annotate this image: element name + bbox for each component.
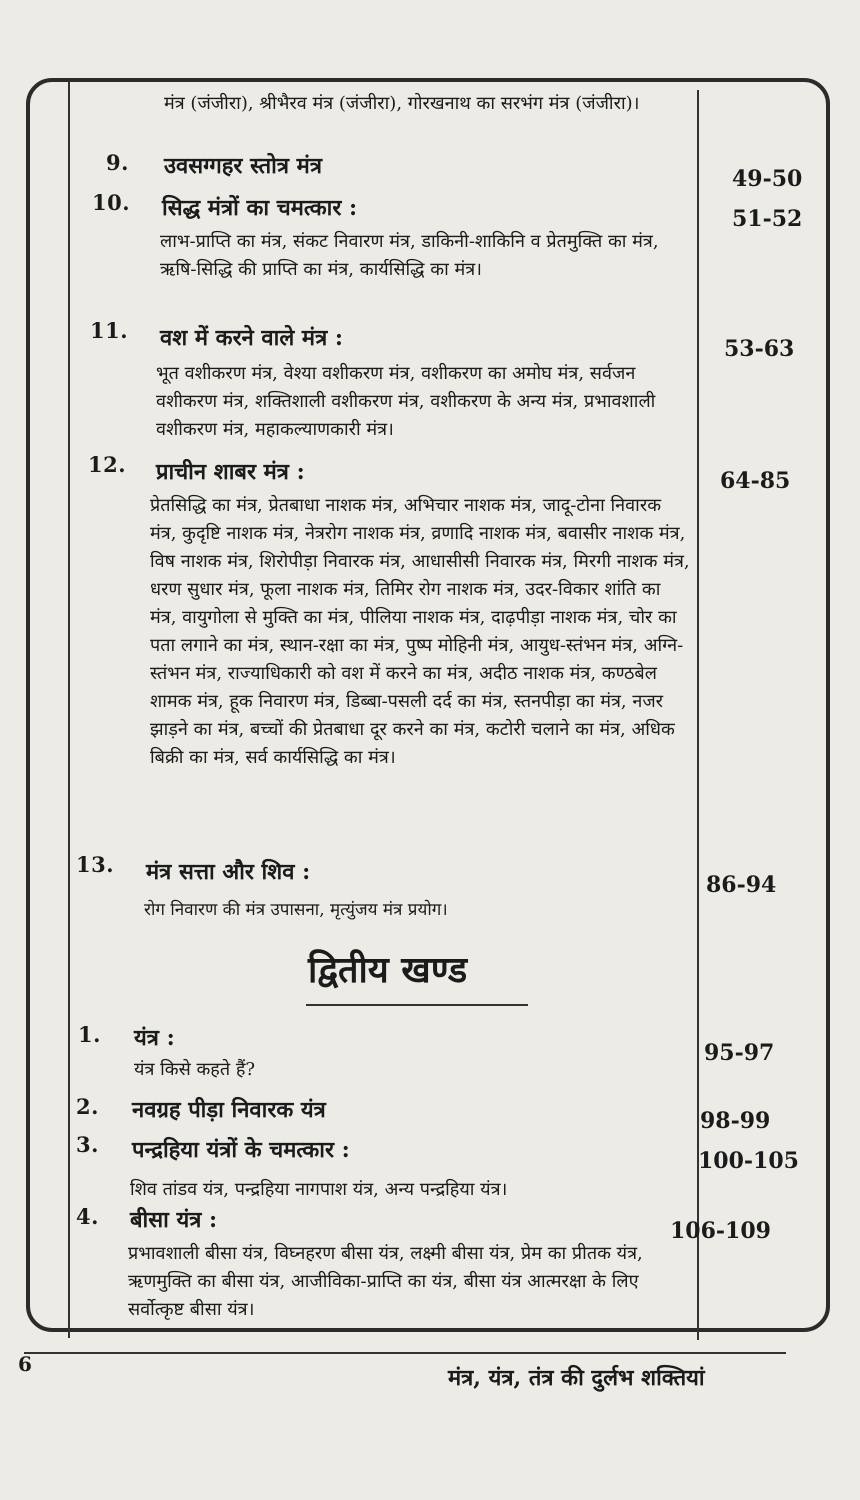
toc-entry-13-number: 13. xyxy=(76,852,115,877)
toc-entry-9-pages: 49-50 xyxy=(732,166,803,192)
toc-part2-entry-4-description: प्रभावशाली बीसा यंत्र, विघ्नहरण बीसा यंत्र, लक्ष्मी बीसा यंत्र, प्रेम का प्रीतक यंत्र, ऋणमुक्ति का बीसा यंत्र, आजीविका-प्राप्ति का यंत्र, बीसा यंत्र आत्मरक्षा के लिए सर्वोत्कृष्ट बीसा यंत्र। xyxy=(128,1243,643,1320)
toc-entry-13-heading: मंत्र सत्ता और शिव : xyxy=(146,859,311,885)
section-title: द्वितीय खण्ड xyxy=(308,949,468,991)
toc-entry-12-description: प्रेतसिद्धि का मंत्र, प्रेतबाधा नाशक मंत्र, अभिचार नाशक मंत्र, जादू-टोना निवारक मंत्र, कुदृष्टि नाशक मंत्र, नेत्ररोग नाशक मंत्र, व्रणादि नाशक मंत्र, बवासीर नाशक मंत्र, विष नाशक मंत्र, शिरोपीड़ा निवारक मंत्र, आधासीसी निवारक मंत्र, मिरगी नाशक मंत्र, धरण सुधार मंत्र, फूला नाशक मंत्र, तिमिर रोग नाशक मंत्र, उदर-विकार शांति का मंत्र, वायुगोला से मुक्ति का मंत्र, पीलिया नाशक मंत्र, दाढ़पीड़ा नाशक मंत्र, चोर का पता लगाने का मंत्र, स्थान-रक्षा का मंत्र, पुष्प मोहिनी मंत्र, आयुध-स्तंभन मंत्र, अग्नि-स्तंभन मंत्र, राज्याधिकारी को वश में करने का मंत्र, अदीठ नाशक मंत्र, कण्ठबेल शामक मंत्र, हूक निवारण मंत्र, डिब्बा-पसली दर्द का मंत्र, स्तनपीड़ा का मंत्र, नजर झाड़ने का मंत्र, बच्चों की प्रेतबाधा दूर करने का मंत्र, कटोरी चलाने का मंत्र, अधिक बिक्री का मंत्र, सर्व कार्यसिद्धि का मंत्र। xyxy=(150,495,690,768)
toc-entry-12-heading: प्राचीन शाबर मंत्र : xyxy=(156,459,305,485)
toc-entry-9-heading: उवसग्गहर स्तोत्र मंत्र xyxy=(164,153,322,179)
toc-part2-entry-1-number: 1. xyxy=(78,1022,101,1047)
toc-entry-9-number: 9. xyxy=(106,150,129,175)
page-number: 6 xyxy=(18,1352,32,1376)
toc-part2-entry-4-number: 4. xyxy=(76,1204,99,1229)
toc-entry-12-number: 12. xyxy=(88,452,127,477)
toc-entry-13-pages: 86-94 xyxy=(706,872,777,898)
toc-entry-10-heading: सिद्ध मंत्रों का चमत्कार : xyxy=(162,195,358,221)
toc-part2-entry-2-pages: 98-99 xyxy=(700,1108,771,1134)
toc-entry-12-pages: 64-85 xyxy=(720,468,791,494)
toc-entry-13-description: रोग निवारण की मंत्र उपासना, मृत्युंजय मंत्र प्रयोग। xyxy=(144,900,448,920)
toc-part2-entry-1-heading: यंत्र : xyxy=(134,1025,175,1051)
toc-entry-10-pages: 51-52 xyxy=(732,206,803,232)
toc-entry-10-number: 10. xyxy=(92,190,131,215)
toc-part2-entry-4-pages: 106-109 xyxy=(670,1218,771,1244)
toc-part2-entry-3-pages: 100-105 xyxy=(698,1148,799,1174)
toc-part2-entry-1-pages: 95-97 xyxy=(704,1040,775,1066)
toc-part2-entry-3-number: 3. xyxy=(76,1132,99,1157)
toc-entry-8-description: मंत्र (जंजीरा), श्रीभैरव मंत्र (जंजीरा), गोरखनाथ का सरभंग मंत्र (जंजीरा)। xyxy=(164,93,640,114)
toc-part2-entry-2-heading: नवग्रह पीड़ा निवारक यंत्र xyxy=(132,1097,326,1123)
toc-part2-entry-4-heading: बीसा यंत्र : xyxy=(130,1207,218,1233)
section-title-underline xyxy=(306,1004,528,1006)
inner-left-border xyxy=(68,82,70,1338)
toc-entry-11-heading: वश में करने वाले मंत्र : xyxy=(160,325,344,351)
toc-entry-11-pages: 53-63 xyxy=(724,336,795,362)
toc-entry-11-description: भूत वशीकरण मंत्र, वेश्या वशीकरण मंत्र, वशीकरण का अमोघ मंत्र, सर्वजन वशीकरण मंत्र, शक्तिशाली वशीकरण मंत्र, वशीकरण के अन्य मंत्र, प्रभावशाली वशीकरण मंत्र, महाकल्याणकारी मंत्र। xyxy=(156,363,656,440)
toc-part2-entry-1-description: यंत्र किसे कहते हैं? xyxy=(134,1059,256,1080)
toc-entry-10-description: लाभ-प्राप्ति का मंत्र, संकट निवारण मंत्र, डाकिनी-शाकिनि व प्रेतमुक्ति का मंत्र, ऋषि-सिद्धि की प्राप्ति का मंत्र, कार्यसिद्धि का मंत्र। xyxy=(160,231,659,280)
toc-part2-entry-3-description: शिव तांडव यंत्र, पन्द्रहिया नागपाश यंत्र, अन्य पन्द्रहिया यंत्र। xyxy=(130,1179,508,1200)
footer-rule xyxy=(24,1352,786,1354)
book-title: मंत्र, यंत्र, तंत्र की दुर्लभ शक्तियां xyxy=(448,1365,705,1391)
toc-part2-entry-2-number: 2. xyxy=(76,1094,99,1119)
toc-entry-11-number: 11. xyxy=(90,318,129,343)
toc-part2-entry-3-heading: पन्द्रहिया यंत्रों के चमत्कार : xyxy=(132,1137,350,1163)
